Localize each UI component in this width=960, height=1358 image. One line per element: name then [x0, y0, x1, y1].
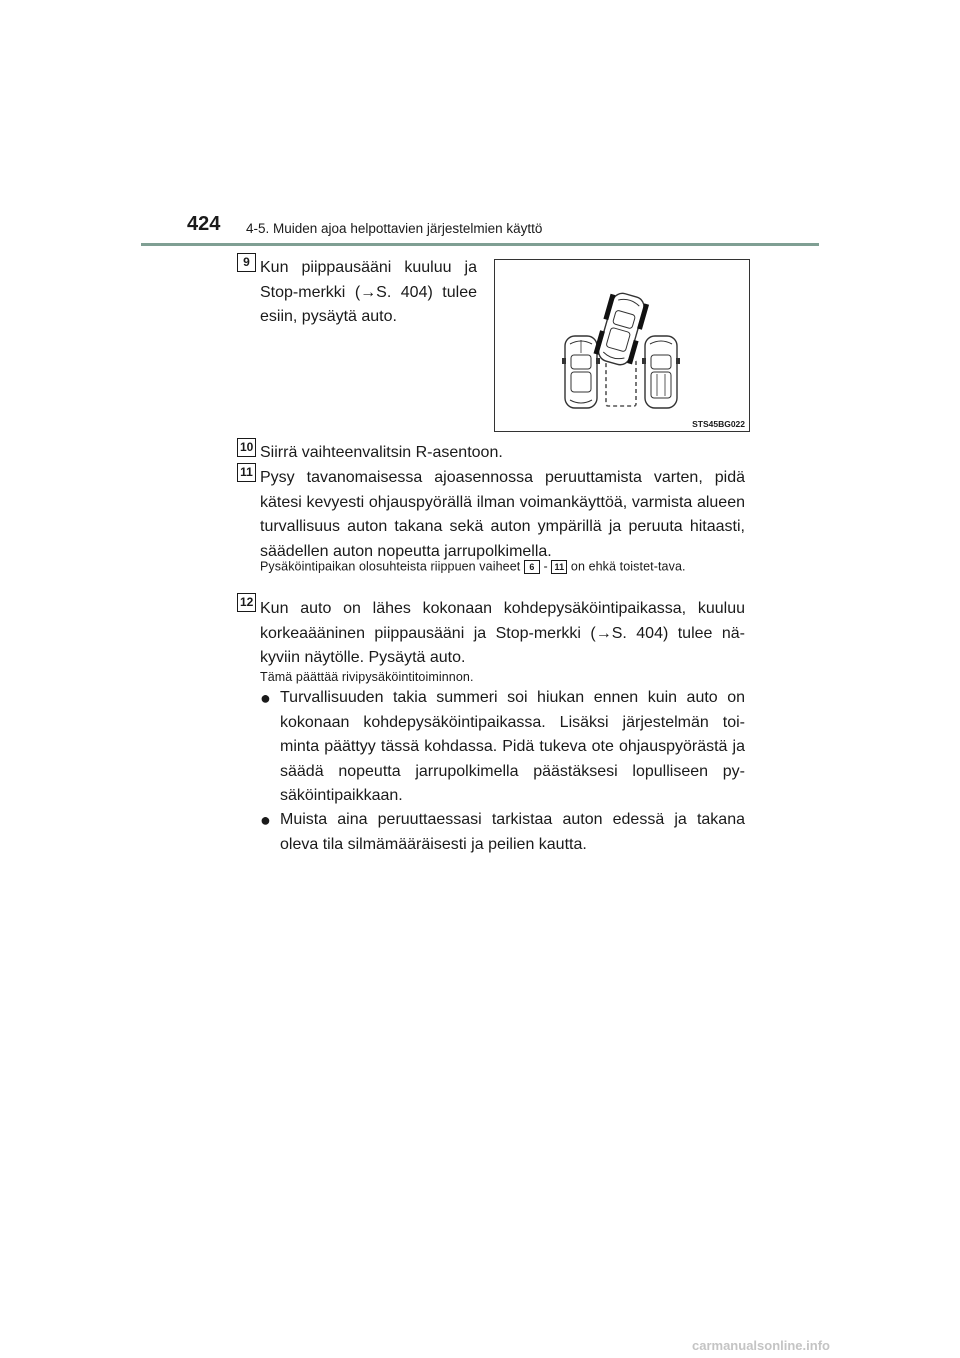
page-number: 424	[187, 213, 221, 235]
bullet-text-2: Muista aina peruuttaessasi tarkistaa auton edessä ja takana oleva tila silmämääräisesti ja peilien kautta.	[280, 811, 745, 853]
step-number-10: 10	[237, 438, 256, 457]
step-12-note: Tämä päättää rivipysäköintitoiminnon.	[260, 670, 474, 684]
step-ref-badge-6: 6	[524, 560, 540, 574]
step-11-note-tail: on ehkä toistet-tava.	[570, 559, 686, 574]
left-parked-car	[562, 336, 600, 408]
step-10-text: Siirrä vaihteenvalitsin R-asentoon.	[260, 444, 503, 461]
bullet-text-1: Turvallisuuden takia summeri soi hiukan ennen kuin auto on kokonaan kohdepysäköintipaikassa. Lisäksi järjestelmän toi-minta päättyy tässä kohdassa. Pidä tukeva ote ohjauspyörästä ja säädä nopeutta jarrupolkimella päästäksesi lopulliseen py-säköintipaikkaan.	[280, 689, 745, 804]
step-11-note	[260, 560, 745, 574]
right-parked-car	[642, 336, 680, 408]
step-11-note-dash: -	[543, 559, 548, 574]
bullet-marker: ●	[260, 688, 271, 708]
header-divider	[141, 243, 819, 246]
step-9-text: Kun piippausääni kuuluu ja Stop-merkki (→S. 404) tulee esiin, pysäytä auto.	[260, 259, 477, 325]
target-parking-space	[606, 360, 636, 406]
step-12-text: Kun auto on lähes kokonaan kohdepysäköintipaikassa, kuuluu korkeaääninen piippausääni ja Stop-merkki (→S. 404) tulee nä-kyviin näytölle. Pysäytä auto.	[260, 600, 745, 666]
step-11-note-lead: Pysäköintipaikan olosuhteista riippuen vaiheet	[260, 559, 521, 574]
figure-code: STS45BG022	[692, 419, 745, 429]
maneuvering-car	[592, 290, 650, 368]
step-number-12: 12	[237, 593, 256, 612]
step-number-11: 11	[237, 463, 256, 482]
step-ref-badge-11: 11	[551, 560, 567, 574]
parking-illustration	[494, 259, 750, 432]
step-11-text: Pysy tavanomaisessa ajoasennossa peruuttamista varten, pidä kätesi kevyesti ohjauspyörällä ilman voimankäyttöä, varmista alueen turvallisuus auton takana sekä auton ympärillä ja peruuta hitaasti, säädellen auton nopeutta jarrupolkimella.	[260, 469, 745, 560]
bullet-marker: ●	[260, 810, 271, 830]
chapter-title: 4-5. Muiden ajoa helpottavien järjestelmien käyttö	[246, 221, 543, 236]
parking-diagram	[495, 260, 749, 431]
watermark: carmanualsonline.info	[692, 1338, 830, 1353]
step-number-9: 9	[237, 253, 256, 272]
